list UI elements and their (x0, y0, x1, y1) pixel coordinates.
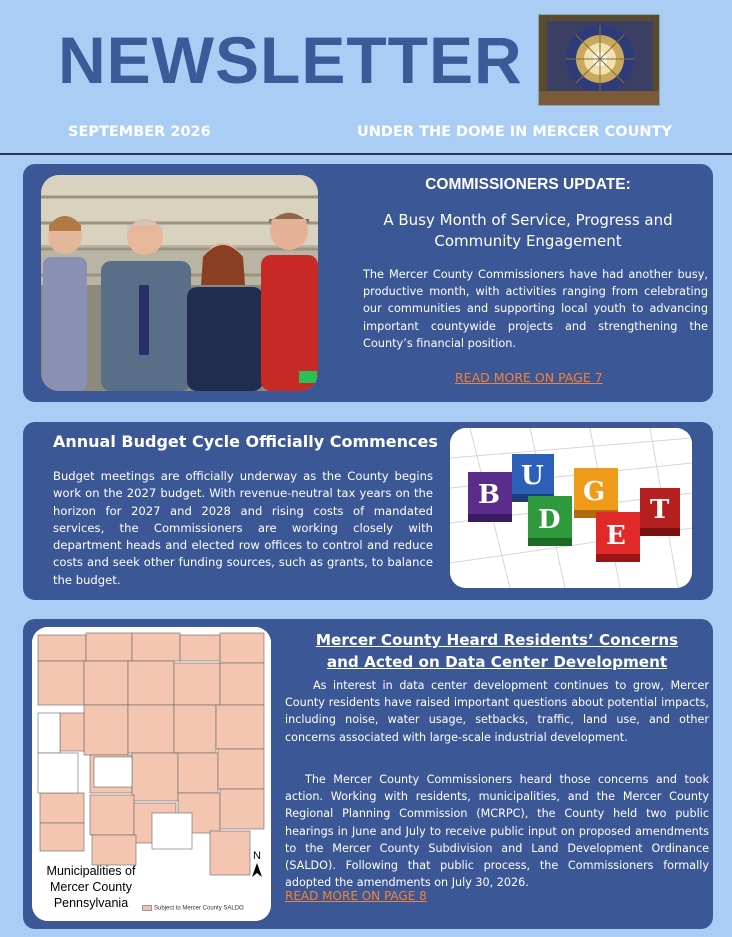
datacenter-heading-line1: Mercer County Heard Residents’ Concerns (315, 631, 679, 649)
budget-letter-g: G (583, 477, 606, 507)
datacenter-read-more-link[interactable]: READ MORE ON PAGE 8 (285, 889, 427, 903)
datacenter-paragraph-2: The Mercer County Commissioners heard those concerns and took action. Working with residents, municipalities, and the Mercer County Regional Planning Commission (MCRPC), the County held two public hearings in June and July to receive public input on proposed amendments to the Mercer County Subdivision and Land Development Ordinance (SALDO). Following that public process, the Commissioners formally adopted the amendments on July 30, 2026. (285, 773, 709, 890)
commissioners-body: The Mercer County Commissioners have had another busy, productive month, with activities ranging from celebrating our communities and supporting local youth to advancing important countywide projects and strengthening the County’s financial position. (363, 268, 708, 350)
dome-photo (538, 14, 660, 106)
budget-body: Budget meetings are officially underway as the County begins work on the 2027 budget. With revenue-neutral tax years on the horizon for 2027 and 2028 and rising costs of mandated services, the Commissioners are working closely with department heads and elected row offices to control and reduce costs and seek other funding sources, such as grants, to balance the budget. (53, 469, 433, 587)
issue-date: SEPTEMBER 2026 (68, 124, 211, 140)
tagline: UNDER THE DOME IN MERCER COUNTY (357, 124, 672, 140)
legend-label: Subject to Mercer County SALDO (154, 905, 244, 912)
map-legend (142, 905, 244, 912)
map-caption (36, 863, 146, 911)
masthead-divider (0, 153, 732, 155)
commissioners-heading: COMMISSIONERS UPDATE: (425, 176, 631, 193)
masthead (0, 0, 732, 156)
datacenter-heading (285, 629, 709, 673)
map-caption-line3: Pennsylvania (53, 896, 129, 910)
budget-letter-b: B (478, 480, 500, 510)
datacenter-card (23, 619, 713, 929)
legend-swatch (142, 905, 152, 911)
datacenter-heading-line2: and Acted on Data Center Development (326, 653, 668, 671)
commissioners-subheading: A Busy Month of Service, Progress and Community Engagement (383, 211, 673, 250)
budget-letter-u: U (521, 461, 544, 491)
map-caption-line2: Mercer County (50, 880, 132, 894)
county-map (32, 627, 271, 921)
commissioners-photo (41, 175, 318, 391)
budget-heading: Annual Budget Cycle Officially Commences (53, 432, 438, 451)
commissioners-card (23, 164, 713, 402)
budget-blocks-image (450, 428, 692, 588)
newsletter-title: NEWSLETTER (58, 23, 523, 97)
budget-letter-d: D (538, 505, 561, 535)
map-caption-line1: Municipalities of (46, 864, 136, 878)
commissioners-read-more-link[interactable]: READ MORE ON PAGE 7 (455, 370, 603, 385)
datacenter-paragraph-1: As interest in data center development continues to grow, Mercer County residents have raised important questions about potential impacts, including noise, water usage, setbacks, traffic, land use, and other concerns associated with large-scale industrial development. (285, 679, 709, 744)
budget-letter-t: T (650, 495, 670, 525)
budget-letter-e: E (606, 521, 626, 551)
north-arrow-label: N (253, 850, 261, 862)
budget-card (23, 422, 713, 600)
